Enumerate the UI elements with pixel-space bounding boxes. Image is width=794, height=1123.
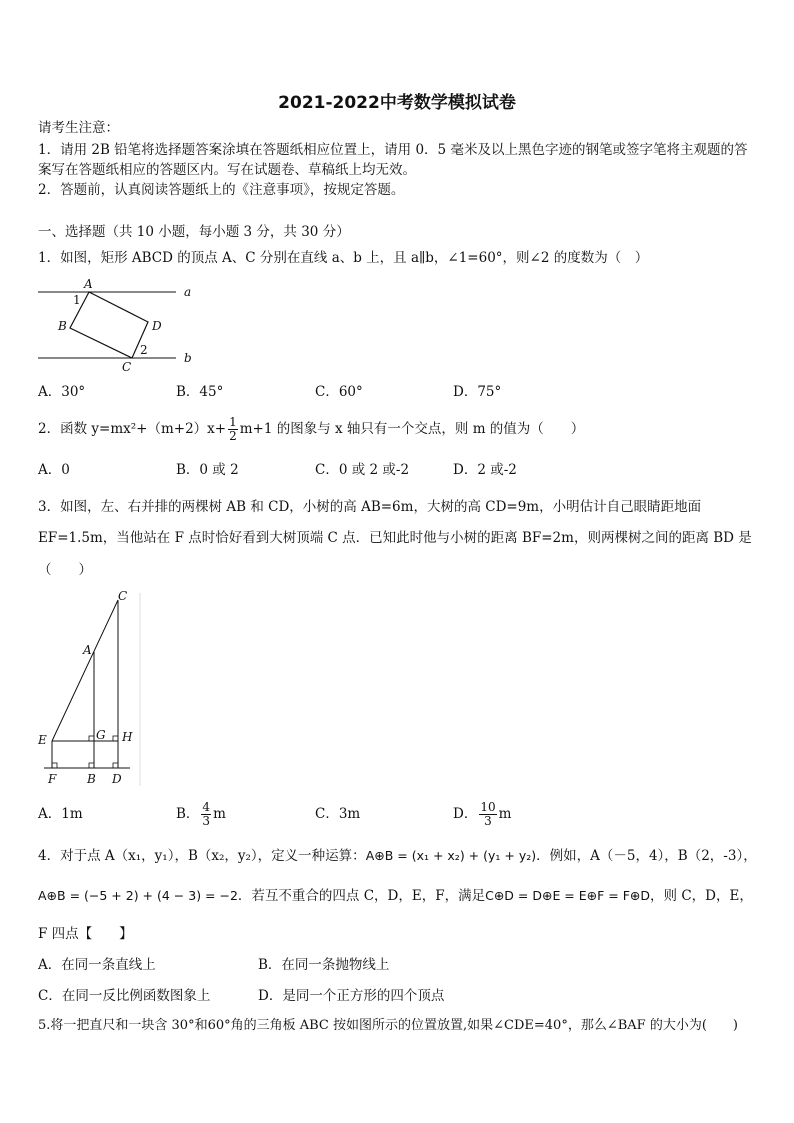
q2-option-a: A．0 [38, 462, 70, 478]
q2-fraction [228, 416, 238, 443]
q2-option-d: D．2 或-2 [453, 462, 517, 478]
q4-option-b: B．在同一条抛物线上 [258, 957, 390, 973]
q4-option-c: C．在同一反比例函数图象上 [38, 988, 211, 1004]
q3-option-b-prefix: B． [176, 806, 200, 822]
question-2-text [38, 412, 584, 446]
fig3-label-B: B [87, 772, 96, 786]
q3-option-b-num: 4 [202, 800, 211, 814]
question-5-text: 5.将一把直尺和一块含 30°和60°角的三角板 ABC 按如图所示的位置放置,如果∠CDE=40°，那么∠BAF 的大小为( ) [38, 1018, 738, 1033]
fig1-label-b: b [184, 351, 192, 365]
fig3-label-G: G [96, 728, 106, 742]
q1-option-d: D．75° [453, 384, 502, 400]
q3-option-b-den: 3 [202, 814, 211, 828]
question-4-line-3: F 四点【 】 [38, 926, 133, 942]
q1-option-b: B．45° [176, 384, 224, 400]
question-3-line-3: （ ） [38, 562, 92, 578]
fig1-label-C: C [122, 360, 132, 374]
q4-option-d: D．是同一个正方形的四个顶点 [258, 988, 445, 1004]
question-3-figure [34, 588, 144, 788]
section-heading: 一、选择题（共 10 小题，每小题 3 分，共 30 分） [38, 224, 350, 240]
question-1-text: 1．如图，矩形 ABCD 的顶点 A、C 分别在直线 a、b 上，且 a∥b，∠1=60°，则∠2 的度数为（ ） [38, 250, 649, 266]
q3-option-d [453, 796, 511, 832]
question-3-line-2: EF=1.5m，当他站在 F 点时恰好看到大树顶端 C 点．已知此时他与小树的距离 BF=2m，则两棵树之间的距离 BD 是 [38, 530, 752, 546]
page-title: 2021-2022中考数学模拟试卷 [278, 93, 516, 113]
question-4-line-2 [38, 886, 753, 906]
q3-option-b-unit: m [213, 806, 226, 822]
q3-option-d-prefix: D． [453, 806, 478, 822]
q3-option-c: C．3m [315, 806, 361, 822]
q3-option-b-fraction [201, 801, 211, 828]
q2-option-c: C．0 或 2 或-2 [315, 462, 410, 478]
q4-option-a: A．在同一条直线上 [38, 957, 156, 973]
q2-option-b: B．0 或 2 [176, 462, 239, 478]
fig1-label-D: D [152, 319, 162, 333]
fig3-label-A: A [83, 643, 92, 657]
q2-text-post: m+1 的图象与 x 轴只有一个交点，则 m 的值为（ ） [239, 421, 585, 437]
fig3-label-H: H [122, 730, 133, 744]
notice-line-3: 2．答题前，认真阅读答题纸上的《注意事项》，按规定答题。 [38, 182, 405, 198]
q3-option-d-fraction [479, 801, 496, 828]
fig1-angle-1: 1 [73, 293, 81, 307]
fig3-label-C: C [118, 589, 128, 603]
q3-option-d-num: 10 [480, 800, 496, 814]
q4-condition-formula: C⊕D = D⊕E = E⊕F = F⊕D [485, 888, 651, 903]
q4-line-2-b: ，则 C，D，E， [650, 888, 753, 904]
q4-line-1-a: 4．对于点 A（x₁，y₁），B（x₂，y₂），定义一种运算： [38, 848, 366, 864]
q4-line-1-b: ．例如，A（－5，4），B（2，-3）， [536, 848, 757, 864]
question-4-line-1 [38, 846, 757, 866]
q3-option-d-den: 3 [484, 814, 492, 828]
fig3-label-F: F [48, 772, 57, 786]
q3-option-b [176, 796, 226, 832]
question-3-line-1: 3．如图，左、右并排的两棵树 AB 和 CD，小树的高 AB=6m，大树的高 CD=9m，小明估计自己眼睛距地面 [38, 499, 702, 515]
q2-text-pre: 2．函数 y=mx²+（m+2）x+ [38, 421, 227, 437]
q3-option-a: A．1m [38, 806, 83, 822]
notice-heading: 请考生注意： [38, 120, 119, 136]
q2-frac-den: 2 [229, 429, 237, 443]
fig1-label-B: B [58, 319, 67, 333]
fig1-label-A: A [84, 278, 93, 291]
q4-definition-formula: A⊕B = (x₁ + x₂) + (y₁ + y₂) [365, 848, 537, 863]
q2-frac-num: 1 [229, 415, 237, 429]
fig1-label-a: a [184, 285, 192, 299]
q1-option-a: A．30° [38, 384, 86, 400]
notice-line-2: 案写在答题纸相应的答题区内。写在试题卷、草稿纸上均无效。 [38, 162, 416, 178]
q3-option-d-unit: m [498, 806, 512, 822]
q4-line-2-a: ．若互不重合的四点 C，D，E，F，满足 [237, 888, 486, 904]
q4-example-formula: A⊕B = (−5 + 2) + (4 − 3) = −2 [38, 888, 238, 903]
fig3-label-D: D [112, 772, 122, 786]
fig1-angle-2: 2 [140, 343, 148, 357]
q1-option-c: C．60° [315, 384, 363, 400]
notice-line-1: 1．请用 2B 铅笔将选择题答案涂填在答题纸相应位置上，请用 0．5 毫米及以上黑色字迹的钢笔或签字笔将主观题的答 [38, 142, 748, 158]
question-1-figure [36, 278, 201, 374]
fig3-label-E: E [38, 733, 47, 747]
